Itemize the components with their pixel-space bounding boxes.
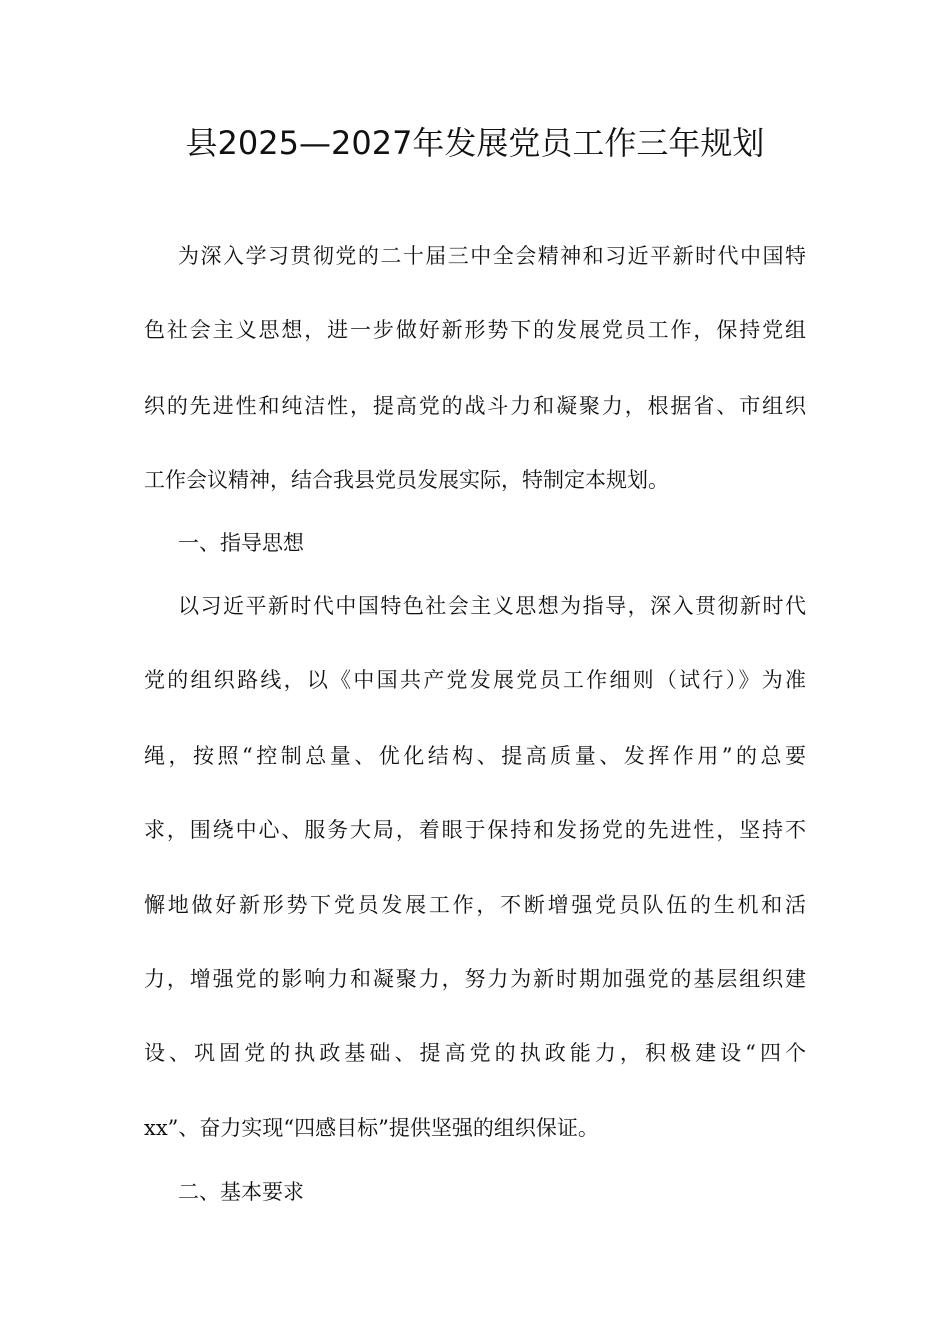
section-heading-guiding-ideology: 一、指导思想 xyxy=(178,531,304,555)
paragraph-line: 力，增强党的影响力和凝聚力，努力为新时期加强党的基层组织建 xyxy=(144,967,806,991)
paragraph-line: 工作会议精神，结合我县党员发展实际，特制定本规划。 xyxy=(144,468,669,492)
paragraph-line: 为深入学习贯彻党的二十届三中全会精神和习近平新时代中国特 xyxy=(178,244,806,268)
paragraph-line: 求，围绕中心、服务大局，着眼于保持和发扬党的先进性，坚持不 xyxy=(144,818,806,842)
paragraph-line: 色社会主义思想，进一步做好新形势下的发展党员工作，保持党组 xyxy=(144,318,806,342)
paragraph-line: 以习近平新时代中国特色社会主义思想为指导，深入贯彻新时代 xyxy=(178,594,806,618)
paragraph-line: xx”、奋力实现“四感目标”提供坚强的组织保证。 xyxy=(144,1116,599,1140)
section-heading-basic-requirements: 二、基本要求 xyxy=(178,1180,304,1204)
paragraph-line: 设、巩固党的执政基础、提高党的执政能力，积极建设“四个 xyxy=(144,1041,806,1065)
paragraph-line: 党的组织路线，以《中国共产党发展党员工作细则（试行）》为准 xyxy=(144,668,806,692)
paragraph-line: 织的先进性和纯洁性，提高党的战斗力和凝聚力，根据省、市组织 xyxy=(144,394,806,418)
document-title: 县2025—2027年发展党员工作三年规划 xyxy=(185,124,765,162)
paragraph-line: 懈地做好新形势下党员发展工作，不断增强党员队伍的生机和活 xyxy=(144,893,806,917)
paragraph-line: 绳，按照“控制总量、优化结构、提高质量、发挥作用”的总要 xyxy=(144,744,806,768)
